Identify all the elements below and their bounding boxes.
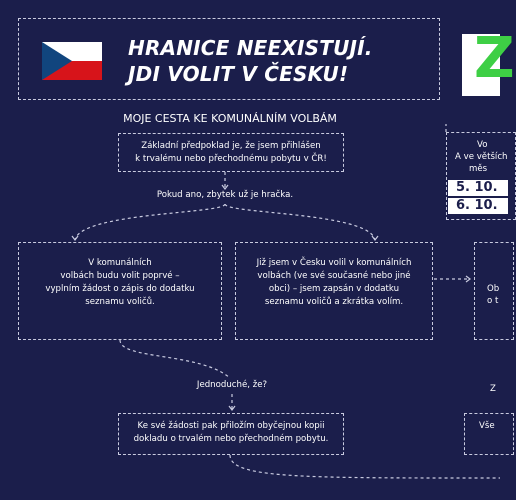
already-voted-box [235, 242, 433, 340]
connector-attach-bottom [230, 455, 500, 478]
right-bottom-line-1: Vše [479, 421, 495, 431]
premise-line-2: k trvalému nebo přechodnému pobytu v ČR! [135, 154, 327, 164]
right-mid-line-1: Ob [487, 284, 500, 294]
first-time-line-2: volbách budu volit poprvé – [60, 271, 180, 281]
attach-document-box [118, 413, 344, 455]
election-date-1: 5. 10. [448, 180, 508, 196]
election-date-2: 6. 10. [448, 198, 508, 214]
right-bottom-box [464, 413, 514, 455]
already-line-4: seznamu voličů a zkrátka volím. [264, 297, 404, 307]
first-time-line-1: V komunálních [88, 258, 152, 268]
right-top-line-3: měs [469, 164, 488, 174]
already-line-2: volbách (ve své současné nebo jiné [257, 271, 411, 281]
czech-flag-icon [42, 42, 102, 80]
attach-line-1: Ke své žádosti pak přiložím obyčejnou kopii [137, 421, 325, 431]
simple-label: Jednoduché, že? [196, 380, 268, 390]
connector-first-down [120, 340, 230, 378]
attach-line-2: dokladu o trvalém nebo přechodném pobytu. [133, 434, 329, 444]
already-line-1: Již jsem v Česku volil v komunálních [256, 258, 412, 268]
first-time-box [18, 242, 222, 340]
logo-letter: Z [474, 26, 515, 91]
connector-split-left [75, 204, 225, 240]
premise-box [118, 133, 344, 172]
right-mid-box [474, 242, 514, 340]
first-time-line-4: seznamu voličů. [85, 297, 155, 307]
right-mid-line-2: o t [487, 296, 499, 306]
if-yes-label: Pokud ano, zbytek už je hračka. [156, 190, 294, 200]
right-top-line-1: Vo [477, 140, 488, 150]
premise-line-1: Základní předpoklad je, že jsem přihlášen [141, 141, 321, 151]
headline-line-2: JDI VOLIT V ČESKU! [128, 62, 349, 86]
right-top-line-2: A ve větších [455, 152, 508, 162]
page-subtitle: MOJE CESTA KE KOMUNÁLNÍM VOLBÁM [123, 112, 337, 125]
headline-line-1: HRANICE NEEXISTUJÍ. [128, 36, 373, 60]
right-partial-label: Z [490, 384, 496, 394]
connector-split-right [225, 204, 375, 240]
already-line-3: obci) – jsem zapsán v dodatku [268, 284, 400, 294]
first-time-line-3: vyplním žádost o zápis do dodatku [45, 284, 195, 294]
